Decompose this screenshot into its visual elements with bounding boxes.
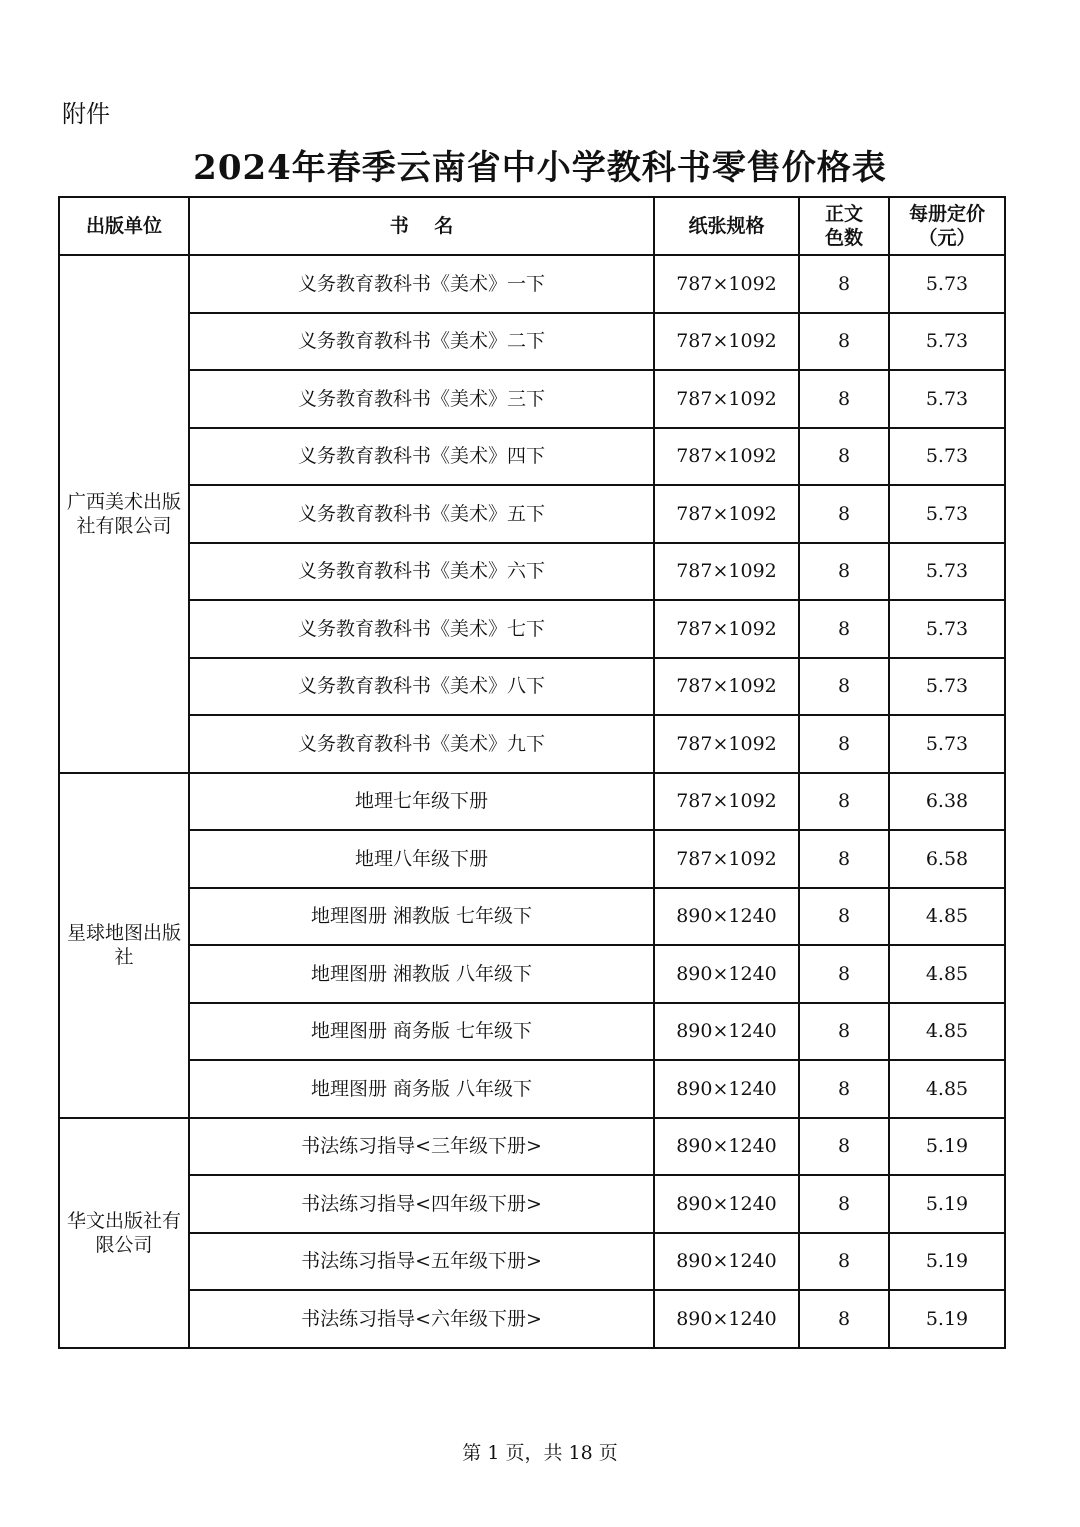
colors-cell: 8 [799, 945, 889, 1003]
book-name-cell: 书法练习指导<四年级下册> [189, 1175, 654, 1233]
price-cell: 5.73 [889, 428, 1005, 486]
paper-size-cell: 787×1092 [654, 715, 799, 773]
colors-cell: 8 [799, 830, 889, 888]
book-name-cell: 义务教育教科书《美术》二下 [189, 313, 654, 371]
table-row [59, 945, 1005, 1003]
book-name-cell: 书法练习指导<五年级下册> [189, 1233, 654, 1291]
book-name-cell: 义务教育教科书《美术》三下 [189, 370, 654, 428]
table-row [59, 658, 1005, 716]
colors-cell: 8 [799, 1003, 889, 1061]
price-cell: 4.85 [889, 888, 1005, 946]
price-cell: 5.19 [889, 1175, 1005, 1233]
table-row [59, 888, 1005, 946]
paper-size-cell: 890×1240 [654, 1175, 799, 1233]
price-cell: 5.19 [889, 1118, 1005, 1176]
book-name-cell: 地理七年级下册 [189, 773, 654, 831]
price-cell: 5.73 [889, 715, 1005, 773]
book-name-cell: 地理图册 商务版 八年级下 [189, 1060, 654, 1118]
price-cell: 4.85 [889, 1003, 1005, 1061]
table-row [59, 773, 1005, 831]
table-row [59, 830, 1005, 888]
price-table [58, 196, 1006, 1349]
paper-size-cell: 787×1092 [654, 830, 799, 888]
price-cell: 5.73 [889, 600, 1005, 658]
table-row [59, 1003, 1005, 1061]
paper-size-cell: 890×1240 [654, 1003, 799, 1061]
price-cell: 4.85 [889, 1060, 1005, 1118]
book-name-cell: 义务教育教科书《美术》一下 [189, 255, 654, 313]
table-row [59, 1175, 1005, 1233]
colors-cell: 8 [799, 1118, 889, 1176]
price-cell: 5.73 [889, 658, 1005, 716]
table-row [59, 543, 1005, 601]
header-price: 每册定价（元） [889, 197, 1005, 255]
book-name-cell: 义务教育教科书《美术》七下 [189, 600, 654, 658]
colors-cell: 8 [799, 715, 889, 773]
paper-size-cell: 787×1092 [654, 773, 799, 831]
colors-cell: 8 [799, 428, 889, 486]
paper-size-cell: 890×1240 [654, 1060, 799, 1118]
table-row [59, 600, 1005, 658]
page-title: 2024年春季云南省中小学教科书零售价格表 [193, 148, 887, 188]
table-row [59, 255, 1005, 313]
header-colors: 正文色数 [799, 197, 889, 255]
colors-cell: 8 [799, 543, 889, 601]
paper-size-cell: 787×1092 [654, 543, 799, 601]
colors-cell: 8 [799, 255, 889, 313]
price-cell: 5.73 [889, 543, 1005, 601]
book-name-cell: 地理图册 商务版 七年级下 [189, 1003, 654, 1061]
header-publisher: 出版单位 [59, 197, 189, 255]
colors-cell: 8 [799, 370, 889, 428]
attachment-label: 附件 [62, 100, 110, 128]
paper-size-cell: 890×1240 [654, 945, 799, 1003]
page-footer: 第 1 页，共 18 页 [462, 1442, 618, 1464]
table-row [59, 1290, 1005, 1348]
header-book-name: 书 名 [189, 197, 654, 255]
price-cell: 5.73 [889, 485, 1005, 543]
colors-cell: 8 [799, 773, 889, 831]
table-row [59, 1118, 1005, 1176]
price-cell: 5.73 [889, 313, 1005, 371]
paper-size-cell: 890×1240 [654, 1118, 799, 1176]
table-row [59, 715, 1005, 773]
paper-size-cell: 787×1092 [654, 370, 799, 428]
paper-size-cell: 787×1092 [654, 255, 799, 313]
publisher-cell: 华文出版社有限公司 [59, 1118, 189, 1348]
colors-cell: 8 [799, 1233, 889, 1291]
table-header-row [59, 197, 1005, 255]
colors-cell: 8 [799, 1060, 889, 1118]
paper-size-cell: 787×1092 [654, 313, 799, 371]
table-row [59, 1060, 1005, 1118]
book-name-cell: 义务教育教科书《美术》九下 [189, 715, 654, 773]
paper-size-cell: 890×1240 [654, 888, 799, 946]
table-row [59, 428, 1005, 486]
table-row [59, 485, 1005, 543]
book-name-cell: 义务教育教科书《美术》八下 [189, 658, 654, 716]
table-row [59, 1233, 1005, 1291]
paper-size-cell: 787×1092 [654, 485, 799, 543]
colors-cell: 8 [799, 658, 889, 716]
colors-cell: 8 [799, 888, 889, 946]
page-cut [60, 1390, 1006, 1402]
price-cell: 5.73 [889, 255, 1005, 313]
book-name-cell: 地理图册 湘教版 七年级下 [189, 888, 654, 946]
paper-size-cell: 787×1092 [654, 600, 799, 658]
publisher-cell: 星球地图出版社 [59, 773, 189, 1118]
paper-size-cell: 787×1092 [654, 658, 799, 716]
colors-cell: 8 [799, 600, 889, 658]
book-name-cell: 义务教育教科书《美术》五下 [189, 485, 654, 543]
price-cell: 6.58 [889, 830, 1005, 888]
table-row [59, 313, 1005, 371]
book-name-cell: 地理八年级下册 [189, 830, 654, 888]
publisher-cell: 广西美术出版社有限公司 [59, 255, 189, 773]
price-cell: 6.38 [889, 773, 1005, 831]
table-row [59, 370, 1005, 428]
colors-cell: 8 [799, 1290, 889, 1348]
book-name-cell: 书法练习指导<三年级下册> [189, 1118, 654, 1176]
price-cell: 5.73 [889, 370, 1005, 428]
paper-size-cell: 787×1092 [654, 428, 799, 486]
colors-cell: 8 [799, 485, 889, 543]
colors-cell: 8 [799, 1175, 889, 1233]
book-name-cell: 义务教育教科书《美术》六下 [189, 543, 654, 601]
colors-cell: 8 [799, 313, 889, 371]
paper-size-cell: 890×1240 [654, 1233, 799, 1291]
book-name-cell: 书法练习指导<六年级下册> [189, 1290, 654, 1348]
header-paper-size: 纸张规格 [654, 197, 799, 255]
price-cell: 4.85 [889, 945, 1005, 1003]
price-cell: 5.19 [889, 1233, 1005, 1291]
price-cell: 5.19 [889, 1290, 1005, 1348]
book-name-cell: 地理图册 湘教版 八年级下 [189, 945, 654, 1003]
book-name-cell: 义务教育教科书《美术》四下 [189, 428, 654, 486]
paper-size-cell: 890×1240 [654, 1290, 799, 1348]
